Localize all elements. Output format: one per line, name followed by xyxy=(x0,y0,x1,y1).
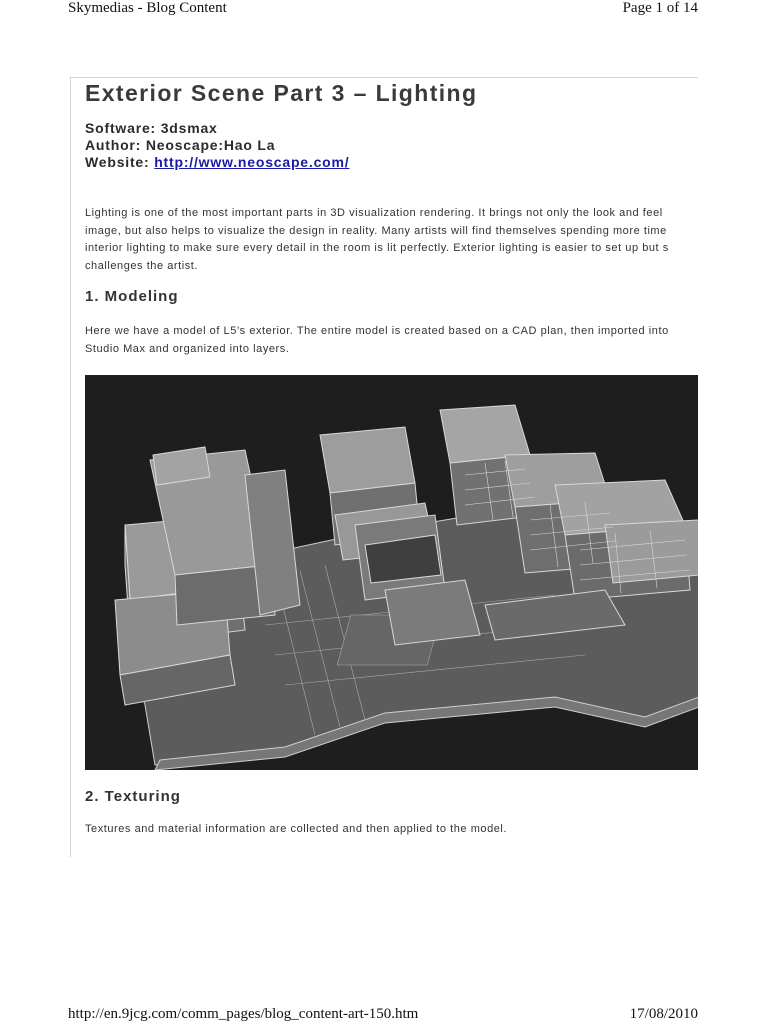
website-line xyxy=(85,154,349,171)
software-value: 3dsmax xyxy=(160,120,218,136)
website-link[interactable]: http://www.neoscape.com/ xyxy=(154,154,350,170)
website-label: Website: xyxy=(85,154,150,170)
author-label: Author: xyxy=(85,137,142,153)
intro-paragraph xyxy=(85,205,698,275)
section-heading-modeling: 1. Modeling xyxy=(85,288,179,305)
modeling-paragraph xyxy=(85,323,698,358)
article-frame xyxy=(70,77,698,857)
software-label: Software: xyxy=(85,120,156,136)
section-heading-texturing: 2. Texturing xyxy=(85,788,181,805)
texturing-line: Textures and material information are collected and then applied to the model. xyxy=(85,823,508,835)
print-footer-url: http://en.9jcg.com/comm_pages/blog_content-art-150.htm xyxy=(68,1006,419,1022)
author-value: Neoscape:Hao La xyxy=(145,137,276,153)
modeling-line: Here we have a model of L5’s exterior. The entire model is created based on a CAD plan, then imported into xyxy=(85,325,669,337)
texturing-paragraph xyxy=(85,821,698,839)
print-footer xyxy=(68,1006,698,1023)
modeling-render-image xyxy=(85,375,698,770)
building-model-render xyxy=(85,375,698,770)
intro-line: interior lighting to make sure every detail in the room is lit perfectly. Exterior lighting is easier to set up but s xyxy=(85,242,669,254)
print-header-site-title: Skymedias - Blog Content xyxy=(68,0,227,16)
article-title: Exterior Scene Part 3 – Lighting xyxy=(85,80,478,106)
author-line xyxy=(85,137,349,154)
article-meta xyxy=(85,120,349,171)
print-header-page-number: Page 1 of 14 xyxy=(622,0,698,16)
print-footer-date: 17/08/2010 xyxy=(629,1006,698,1022)
intro-line: image, but also helps to visualize the design in reality. Many artists will find themselves spending more time xyxy=(85,224,667,237)
print-header xyxy=(68,0,698,17)
software-line xyxy=(85,120,349,137)
modeling-line: Studio Max and organized into layers. xyxy=(85,342,290,355)
intro-line: Lighting is one of the most important parts in 3D visualization rendering. It brings not only the look and feel xyxy=(85,207,663,219)
intro-line: challenges the artist. xyxy=(85,259,198,272)
